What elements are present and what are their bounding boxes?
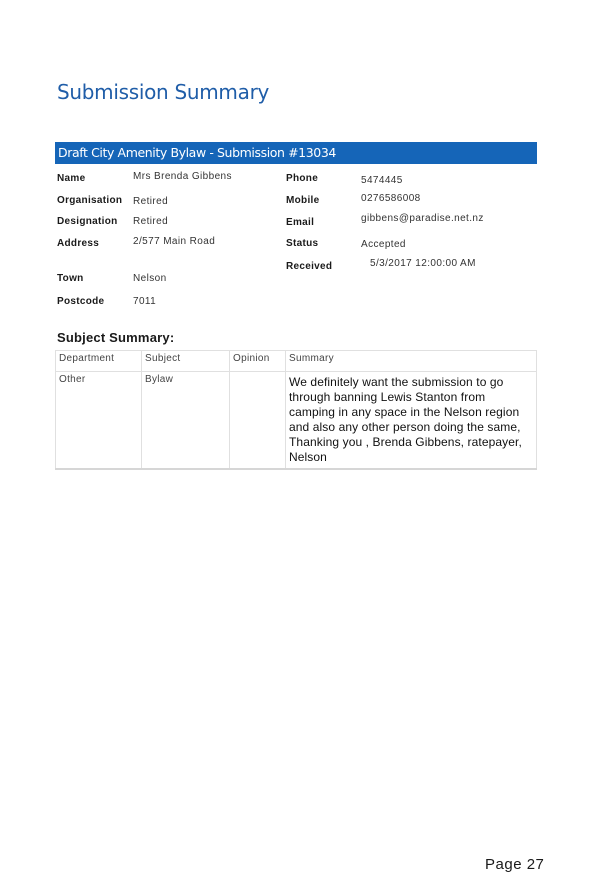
name-label: Name [57,173,86,184]
col-header-summary: Summary [286,351,537,372]
submission-banner: Draft City Amenity Bylaw - Submission #13034 [55,142,537,164]
phone-value: 5474445 [361,175,403,186]
name-value: Mrs Brenda Gibbens [133,171,232,182]
postcode-label: Postcode [57,296,105,307]
page-title: Submission Summary [57,80,270,104]
table-row [56,372,537,470]
designation-value: Retired [133,216,169,227]
subject-summary-table [55,350,537,470]
town-label: Town [57,273,84,284]
col-header-department: Department [56,351,142,372]
col-header-subject: Subject [142,351,230,372]
email-label: Email [286,217,315,228]
organisation-value: Retired [133,196,169,207]
status-label: Status [286,238,319,249]
page-number: Page 27 [485,856,545,873]
address-label: Address [57,238,100,249]
table-header-row [56,351,537,372]
cell-department: Other [56,372,142,470]
received-label: Received [286,261,333,272]
cell-subject: Bylaw [142,372,230,470]
phone-label: Phone [286,173,319,184]
email-value: gibbens@paradise.net.nz [361,213,484,224]
cell-summary: We definitely want the submission to go through banning Lewis Stanton from camping in any space in the Nelson region and also any other person doing the same, Thanking you , Brenda Gibbens, ratepayer, Nelson [286,372,537,470]
subject-summary-heading: Subject Summary: [57,330,175,345]
status-value: Accepted [361,239,406,250]
received-value: 5/3/2017 12:00:00 AM [370,258,476,269]
address-value: 2/577 Main Road [133,236,216,247]
cell-opinion [230,372,286,470]
mobile-label: Mobile [286,195,320,206]
designation-label: Designation [57,216,118,227]
town-value: Nelson [133,273,167,284]
organisation-label: Organisation [57,195,123,206]
mobile-value: 0276586008 [361,193,421,204]
col-header-opinion: Opinion [230,351,286,372]
postcode-value: 7011 [133,296,157,307]
